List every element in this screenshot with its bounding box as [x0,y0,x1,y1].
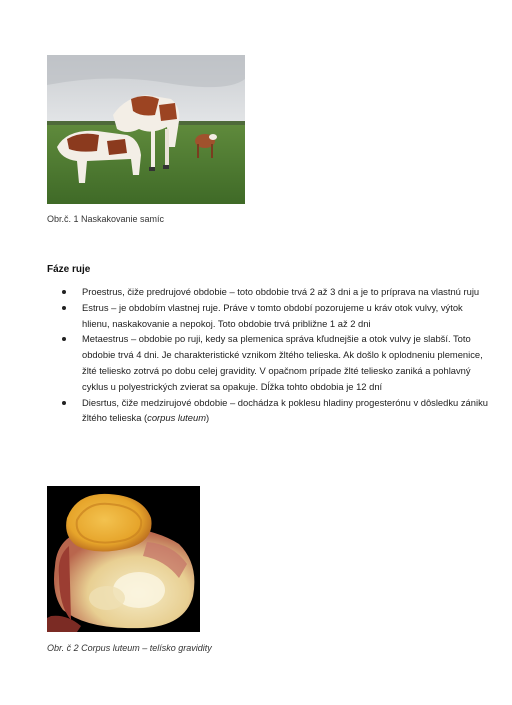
list-item [58,395,488,427]
list-item [58,331,488,394]
bullet-icon [62,290,66,294]
corpus-luteum-photo [47,486,200,632]
bullet-icon [62,401,66,405]
list-item [58,284,488,300]
list-item-italic-text: corpus luteum [147,412,207,424]
list-item-text: Estrus – je obdobím vlastnej ruje. Práve v tomto období pozorujeme u kráv otok vulvy, výtok hlienu, naskakovanie a nepokoj. Toto obdobie trvá približne 1 až 2 dni [82,301,463,329]
list-item-text-end: ) [206,412,210,424]
phase-list [58,284,488,426]
cows-photo [47,55,245,204]
list-item [58,300,488,332]
figure1-caption: Obr.č. 1 Naskakovanie samíc [47,214,165,224]
figure2-caption: Obr. č 2 Corpus luteum – telísko gravidity [47,643,212,653]
bullet-icon [62,337,66,341]
bullet-icon [62,306,66,310]
list-item-text: Proestrus, čiže predrujové obdobie – toto obdobie trvá 2 až 3 dni a je to príprava na vlastnú ruju [82,286,480,297]
list-item-text: Diesrtus, čiže medzirujové obdobie – dochádza k poklesu hladiny progesterónu v dôsledku zániku žltého telieska ( [82,396,488,424]
section-heading: Fáze ruje [47,264,91,275]
list-item-text: Metaestrus – obdobie po ruji, kedy sa plemenica správa kľudnejšie a otok vulvy je slabší. Toto obdobie trvá 4 dni. Je charakteristické vznikom žltého telieska. Ak došlo k oplodneniu plemenice, žlté teliesko zotrvá po dobu celej gravidity. V opačnom prípade žlté teliesko zaniká a pohlavný cyklus u polyestrických zvierat sa opakuje. Dĺžka tohto obdobia je 12 dní [82,333,483,392]
